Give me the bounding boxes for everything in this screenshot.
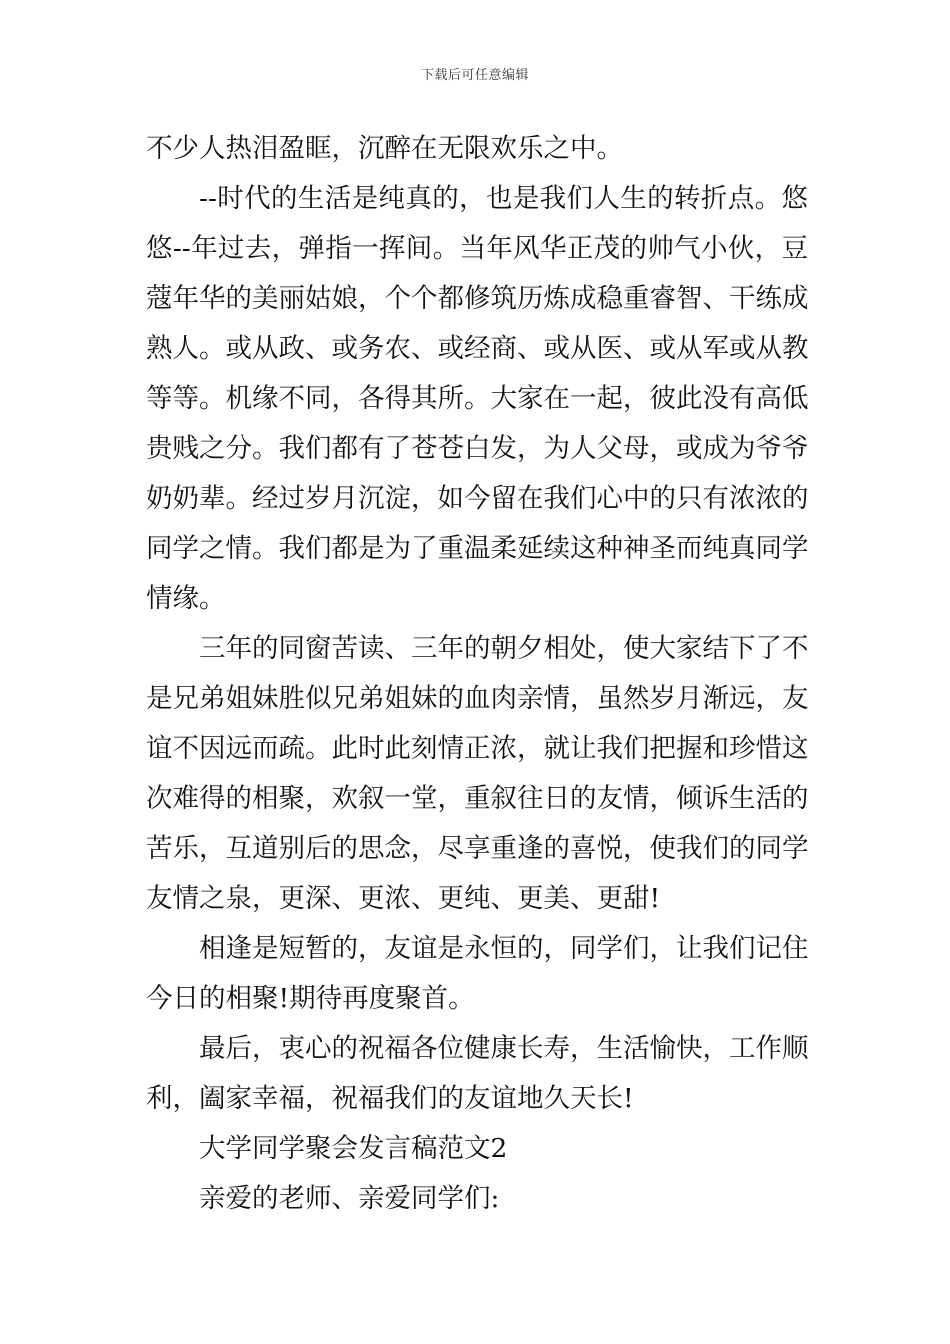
text-line-20: 利，阖家幸福，祝福我们的友谊地久天长! [146,1083,634,1114]
text-line-12: 是兄弟姐妹胜似兄弟姐妹的血肉亲情，虽然岁月渐远，友 [146,683,809,714]
text-line-16: 友情之泉，更深、更浓、更纯、更美、更甜! [146,883,661,914]
section-heading: 大学同学聚会发言稿范文2 [199,1133,508,1164]
text-line-6: 等等。机缘不同，各得其所。大家在一起，彼此没有高低 [146,383,809,414]
text-line-19: 最后，衷心的祝福各位健康长寿，生活愉快，工作顺 [199,1033,809,1064]
text-line-18: 今日的相聚!期待再度聚首。 [146,983,475,1014]
text-line-8: 奶奶辈。经过岁月沉淀，如今留在我们心中的只有浓浓的 [146,483,809,514]
text-line-10: 情缘。 [146,583,226,614]
text-line-15: 苦乐，互道别后的思念，尽享重逢的喜悦，使我们的同学 [146,833,809,864]
text-line-1: 不少人热泪盈眶，沉醉在无限欢乐之中。 [146,133,623,164]
salutation-line: 亲爱的老师、亲爱同学们: [199,1183,500,1214]
text-line-2: --时代的生活是纯真的，也是我们人生的转折点。悠 [199,183,808,214]
text-line-13: 谊不因远而疏。此时此刻情正浓，就让我们把握和珍惜这 [146,733,809,764]
text-line-14: 次难得的相聚，欢叙一堂，重叙往日的友情，倾诉生活的 [146,783,809,814]
text-line-9: 同学之情。我们都是为了重温柔延续这种神圣而纯真同学 [146,533,809,564]
text-line-11: 三年的同窗苦读、三年的朝夕相处，使大家结下了不 [199,633,809,664]
text-line-17: 相逢是短暂的，友谊是永恒的，同学们，让我们记住 [199,933,809,964]
document-body [146,124,808,1224]
text-line-4: 蔻年华的美丽姑娘，个个都修筑历炼成稳重睿智、干练成 [146,283,809,314]
text-line-3: 悠--年过去，弹指一挥间。当年风华正茂的帅气小伙，豆 [146,233,808,264]
text-line-7: 贵贱之分。我们都有了苍苍白发，为人父母，或成为爷爷 [146,433,809,464]
text-line-5: 熟人。或从政、或务农、或经商、或从医、或从军或从教 [146,333,809,364]
page-header-note: 下载后可任意编辑 [420,68,529,83]
